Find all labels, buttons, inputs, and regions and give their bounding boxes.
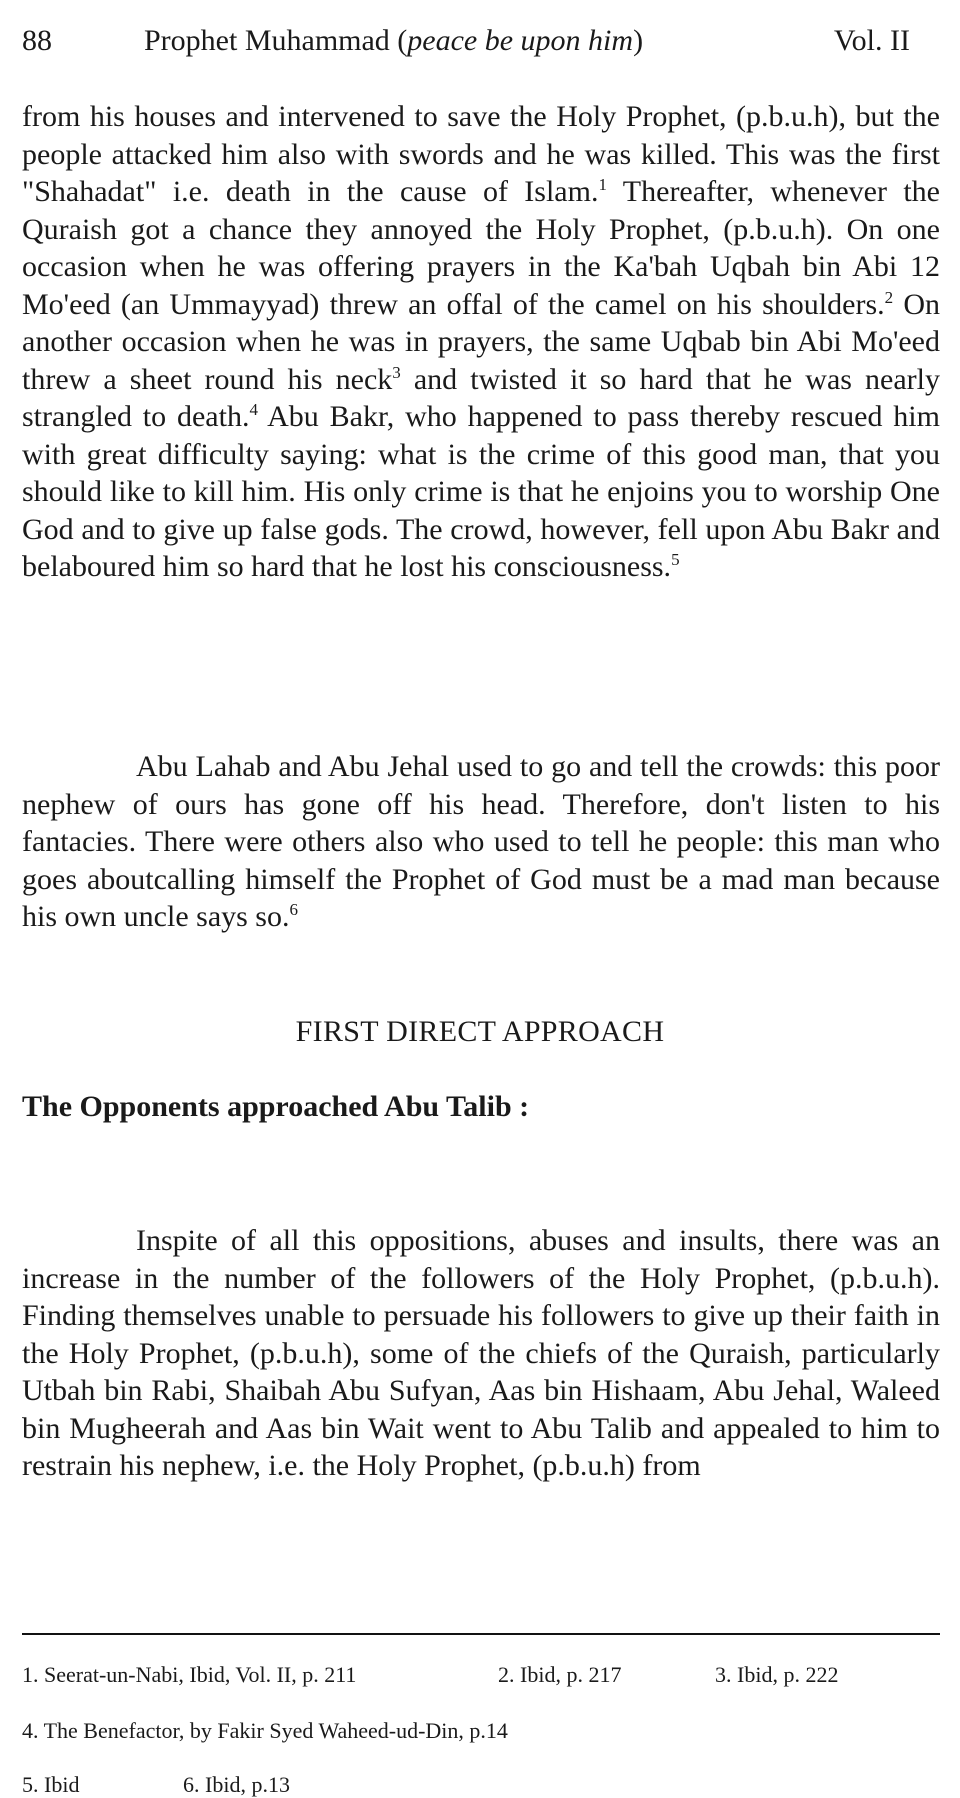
footnote-ref-1: 1 bbox=[598, 175, 607, 194]
footnote-ref-3: 3 bbox=[392, 362, 401, 382]
running-title bbox=[144, 24, 643, 58]
footnote-3: 3. Ibid, p. 222 bbox=[715, 1662, 839, 1687]
paragraph-1-text-5: Abu Bakr, who happened to pass thereby rescued him with great difficulty saying: what is the crime of this good man, that you should like to kill him. His only crime is that he enjoins you to worship One God and to give up false gods. The crowd, however, fell upon Abu Bakr and belaboured him so hard that he lost his consciousness. bbox=[22, 400, 940, 583]
page-header bbox=[22, 16, 922, 66]
page-number: 88 bbox=[22, 24, 52, 57]
paragraph-1-text-1: from his houses and intervened to save the Holy Prophet, (p.b.u.h), but the people attacked him also with swords and he was killed. This was the first "Shahadat" i.e. death in the cause of Islam. bbox=[22, 100, 940, 208]
footnote-6: 6. Ibid, p.13 bbox=[183, 1772, 290, 1797]
paragraph-1-text-2: Thereafter, whenever the Quraish got a chance they annoyed the Holy Prophet, (p.b.u.h). On one occasion when he was offering prayers in the Ka'bah Uqbah bin Abi 12 Mo'eed (an Ummayyad) threw an offal of the camel on his shoulders. bbox=[22, 175, 940, 321]
section-heading: FIRST DIRECT APPROACH bbox=[295, 1015, 665, 1048]
volume-label: Vol. II bbox=[833, 24, 910, 57]
footnote-1: 1. Seerat-un-Nabi, Ibid, Vol. II, p. 211 bbox=[22, 1662, 357, 1687]
paragraph-2-text: Abu Lahab and Abu Jehal used to go and tell the crowds: this poor nephew of ours has gone off his head. Therefore, don't listen to his fantacies. There were others also who used to tell he people: this man who goes aboutcalling himself the Prophet of God must be a mad man because his own uncle says so. bbox=[22, 750, 940, 933]
footnote-divider bbox=[22, 1633, 940, 1635]
paragraph-1-text-4: and twisted it so hard that he was nearly strangled to death. bbox=[22, 362, 940, 433]
paragraph-2 bbox=[22, 748, 940, 936]
paragraph-3: Inspite of all this oppositions, abuses and insults, there was an increase in the number of the followers of the Holy Prophet, (p.b.u.h). Finding themselves unable to persuade his followers to give up their faith in the Holy Prophet, (p.b.u.h), some of the chiefs of the Quraish, particularly Utbah bin Rabi, Shaibah Abu Sufyan, Aas bin Hishaam, Abu Jehal, Waleed bin Mugheerah and Aas bin Wait went to Abu Talib and appealed to him to restrain his nephew, i.e. the Holy Prophet, (p.b.u.h) from bbox=[22, 1224, 940, 1482]
footnote-ref-4: 4 bbox=[249, 400, 258, 419]
footnote-4: 4. The Benefactor, by Fakir Syed Waheed-ud-Din, p.14 bbox=[22, 1718, 508, 1743]
paragraph-1-text-3: On another occasion when he was in prayers, the same Uqbab bin Abi Mo'eed threw a sheet round his neck bbox=[22, 287, 940, 396]
running-title-italic: peace be upon him bbox=[407, 24, 634, 57]
footnote-5: 5. Ibid bbox=[22, 1772, 80, 1797]
running-title-main: Prophet Muhammad ( bbox=[144, 24, 408, 57]
paragraph-1 bbox=[22, 98, 940, 586]
subheading: The Opponents approached Abu Talib : bbox=[22, 1090, 530, 1123]
footnote-ref-5: 5 bbox=[671, 550, 680, 569]
footnote-ref-6: 6 bbox=[289, 900, 298, 919]
footnote-2: 2. Ibid, p. 217 bbox=[498, 1662, 622, 1687]
running-title-close: ) bbox=[633, 24, 644, 57]
footnote-ref-2: 2 bbox=[884, 287, 894, 307]
